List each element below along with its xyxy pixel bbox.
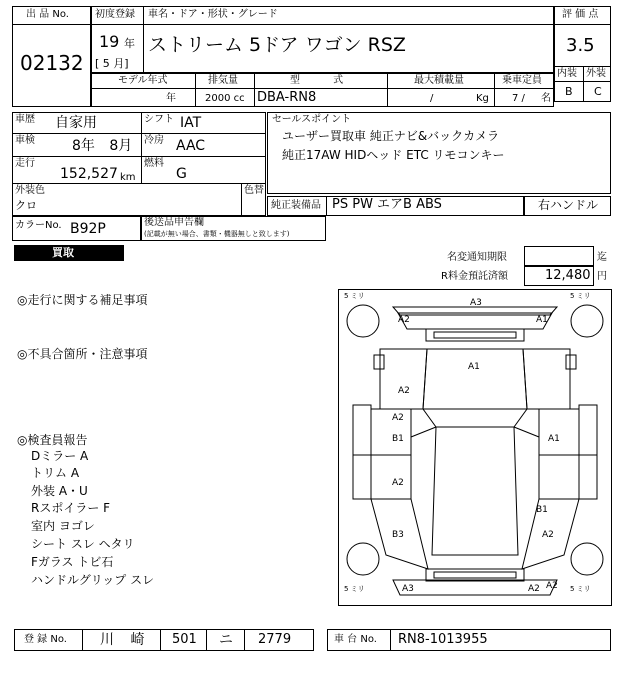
displacement: 2000 cc bbox=[205, 93, 245, 104]
mileage-value: 152,527 bbox=[60, 166, 118, 182]
purchase-badge-text: 買取 bbox=[52, 246, 74, 259]
damage-mark: A1 bbox=[536, 315, 548, 325]
inspector-report-label: ◎検査員報告 bbox=[17, 433, 88, 447]
car-damage-diagram bbox=[338, 289, 612, 606]
damage-mark: A3 bbox=[470, 298, 482, 308]
first-reg-month: [ 5 月] bbox=[95, 57, 129, 70]
left-front-door bbox=[353, 405, 371, 455]
max-load-sep: / bbox=[430, 93, 434, 104]
inspector-item: 室内 ヨゴレ bbox=[31, 519, 95, 533]
history-label: 車歴 bbox=[15, 114, 35, 125]
chassis-number: RN8-1013955 bbox=[398, 632, 488, 647]
color-value: クロ bbox=[15, 199, 37, 212]
color-label: 外装色 bbox=[15, 185, 45, 196]
exterior-label: 外装 bbox=[586, 68, 606, 79]
first-reg-label: 初度登録 bbox=[95, 9, 135, 20]
color-no-value: B92P bbox=[70, 221, 106, 237]
inspection-label: 車検 bbox=[15, 135, 35, 146]
capacity-label: 乗車定員 bbox=[502, 75, 542, 86]
reg-kana: ニ bbox=[219, 632, 233, 648]
inspector-item: 外装 A・U bbox=[31, 484, 88, 498]
tire-rear-left bbox=[347, 543, 379, 575]
aircon-value: AAC bbox=[176, 138, 206, 154]
score-value: 3.5 bbox=[566, 35, 595, 56]
damage-mark: A3 bbox=[402, 584, 414, 594]
tire-rear-right bbox=[571, 543, 603, 575]
damage-mark: B1 bbox=[392, 434, 404, 444]
model-year-label: モデル年式 bbox=[118, 75, 168, 86]
damage-mark: B1 bbox=[536, 505, 548, 515]
reg-number: 2779 bbox=[258, 632, 292, 647]
name-change-label: 名変通知期限 bbox=[447, 252, 507, 263]
sales-points-line-2: 純正17AW HIDヘッド ETC リモコンキー bbox=[282, 148, 505, 162]
inspector-item: Fガラス トビ石 bbox=[31, 555, 114, 569]
shift-value: IAT bbox=[180, 115, 202, 131]
inspector-item: ハンドルグリップ スレ bbox=[31, 573, 155, 587]
equipment-label: 純正装備品 bbox=[271, 200, 321, 211]
reg-place: 川 崎 bbox=[100, 632, 145, 648]
inspector-item: Dミラー A bbox=[31, 449, 89, 463]
defects-remarks-label: ◎不具合箇所・注意事項 bbox=[17, 347, 148, 361]
max-load-unit: Kg bbox=[476, 93, 489, 104]
recycle-unit: 円 bbox=[597, 271, 607, 282]
inspector-item: トリム A bbox=[31, 466, 80, 480]
details-box bbox=[12, 112, 266, 216]
fuel-label: 燃料 bbox=[144, 158, 164, 169]
reg-label: 登 録 No. bbox=[24, 634, 67, 645]
history-value: 自家用 bbox=[55, 115, 97, 131]
repaint-label: 色替 bbox=[244, 185, 264, 196]
interior-grade: B bbox=[565, 85, 573, 98]
model-type: DBA-RN8 bbox=[257, 90, 317, 105]
sales-points-label: セールスポイント bbox=[272, 114, 352, 125]
mileage-unit: km bbox=[120, 172, 136, 183]
inspector-item: シート スレ ヘタリ bbox=[31, 537, 135, 551]
tire-label-rr: 5 ミリ bbox=[570, 585, 591, 593]
sales-points-line-1: ユーザー買取車 純正ナビ&バックカメラ bbox=[282, 129, 500, 143]
recycle-value: 12,480 bbox=[545, 268, 591, 283]
first-reg-year: 19 bbox=[99, 32, 120, 51]
damage-mark: A2 bbox=[398, 386, 410, 396]
lot-number: 02132 bbox=[20, 51, 84, 75]
damage-mark: A2 bbox=[398, 315, 410, 325]
left-rear-door bbox=[353, 455, 371, 499]
name-change-suffix: 迄 bbox=[597, 252, 607, 263]
mileage-label: 走行 bbox=[15, 158, 35, 169]
later-report-label: 後送品申告欄 bbox=[144, 217, 204, 228]
capacity: 7 / bbox=[512, 93, 525, 104]
equipment-value: PS PW エアB ABS bbox=[332, 197, 442, 212]
score-label: 評 価 点 bbox=[562, 9, 599, 20]
front-bumper bbox=[393, 307, 557, 315]
reg-class: 501 bbox=[172, 632, 197, 647]
right-front-door bbox=[579, 405, 597, 455]
car-name: ストリーム 5ドア ワゴン RSZ bbox=[148, 34, 406, 56]
model-label: 車名・ドア・形状・グレード bbox=[148, 9, 278, 20]
damage-mark: A2 bbox=[528, 584, 540, 594]
tire-front-left bbox=[347, 305, 379, 337]
damage-mark: A1 bbox=[468, 362, 480, 372]
damage-mark: A1 bbox=[548, 434, 560, 444]
tire-label-rl: 5 ミリ bbox=[344, 585, 365, 593]
right-front-fender bbox=[523, 349, 570, 409]
aircon-label: 冷房 bbox=[144, 135, 164, 146]
steering-value: 右ハンドル bbox=[538, 198, 599, 212]
roof bbox=[432, 427, 518, 555]
interior-label: 内装 bbox=[557, 68, 577, 79]
type-label: 型 式 bbox=[290, 75, 344, 86]
color-no-label: カラーNo. bbox=[15, 220, 62, 231]
damage-mark: A2 bbox=[546, 581, 558, 591]
name-change-box bbox=[524, 246, 594, 266]
first-reg-year-unit: 年 bbox=[124, 37, 135, 50]
damage-mark: A2 bbox=[392, 413, 404, 423]
tire-label-fr: 5 ミリ bbox=[570, 292, 591, 300]
right-rear-door bbox=[579, 455, 597, 499]
recycle-label: R料金預託済額 bbox=[441, 271, 508, 282]
lot-label: 出 品 No. bbox=[26, 9, 69, 20]
model-year-unit: 年 bbox=[166, 93, 176, 104]
shift-label: シフト bbox=[144, 114, 174, 125]
damage-mark: A2 bbox=[542, 530, 554, 540]
tire-label-fl: 5 ミリ bbox=[344, 292, 365, 300]
hood bbox=[423, 349, 527, 409]
chassis-label: 車 台 No. bbox=[334, 634, 377, 645]
fuel-value: G bbox=[176, 166, 187, 182]
later-report-note: (記載が無い場合、書類・機器無しと致します) bbox=[144, 230, 290, 238]
capacity-unit: 名 bbox=[541, 93, 551, 104]
max-load-label: 最大積載量 bbox=[414, 75, 464, 86]
exterior-grade: C bbox=[594, 85, 602, 98]
tire-front-right bbox=[571, 305, 603, 337]
damage-mark: A2 bbox=[392, 478, 404, 488]
left-front-fender bbox=[380, 349, 427, 409]
damage-mark: B3 bbox=[392, 530, 404, 540]
driving-remarks-label: ◎走行に関する補足事項 bbox=[17, 293, 148, 307]
inspector-item: Rスポイラー F bbox=[31, 501, 111, 515]
displacement-label: 排気量 bbox=[208, 75, 238, 86]
inspection-value: 8年 8月 bbox=[72, 138, 133, 154]
